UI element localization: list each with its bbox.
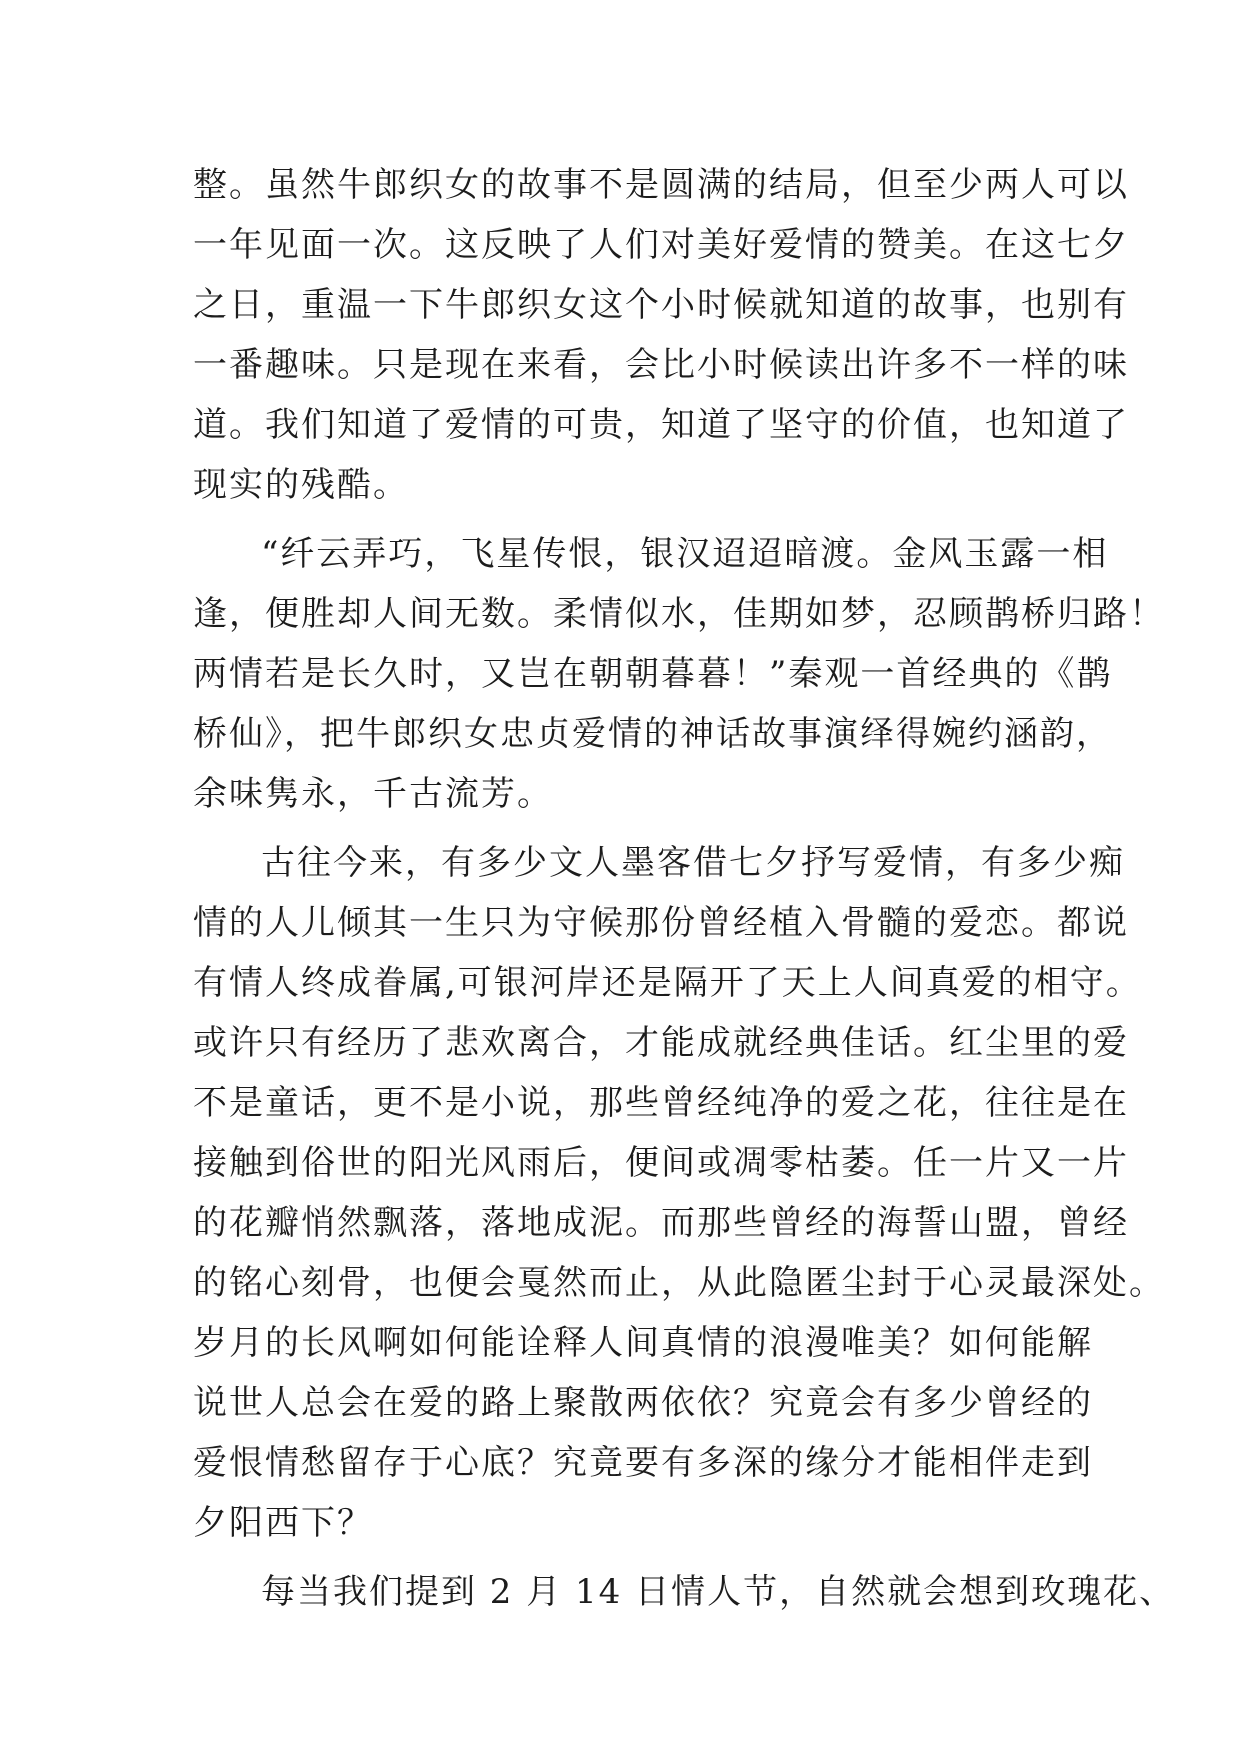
text-line: 之日，重温一下牛郎织女这个小时候就知道的故事，也别有: [193, 285, 1129, 325]
text-line: 的花瓣悄然飘落，落地成泥。而那些曾经的海誓山盟，曾经: [193, 1203, 1129, 1243]
text-line: 爱恨情愁留存于心底？究竟要有多深的缘分才能相伴走到: [193, 1443, 1093, 1483]
text-line: 接触到俗世的阳光风雨后，便间或凋零枯萎。任一片又一片: [193, 1143, 1129, 1183]
text-line: 桥仙》，把牛郎织女忠贞爱情的神话故事演绎得婉约涵韵，: [193, 714, 1112, 754]
text-line: 岁月的长风啊如何能诠释人间真情的浪漫唯美？如何能解: [193, 1323, 1093, 1363]
text-line: 现实的残酷。: [193, 465, 409, 505]
text-line: 情的人儿倾其一生只为守候那份曾经植入骨髓的爱恋。都说: [193, 903, 1129, 943]
text-line: 有情人终成眷属,可银河岸还是隔开了天上人间真爱的相守。: [193, 963, 1142, 1003]
paragraph-start-line: “纤云弄巧，飞星传恨，银汉迢迢暗渡。金风玉露一相: [261, 534, 1109, 574]
text-line: 夕阳西下？: [193, 1503, 373, 1543]
text-line: 余味隽永，千古流芳。: [193, 774, 553, 814]
text-line: 不是童话，更不是小说，那些曾经纯净的爱之花，往往是在: [193, 1083, 1129, 1123]
text-line: 两情若是长久时，又岂在朝朝暮暮！”秦观一首经典的《鹊: [193, 654, 1113, 694]
text-line: 一年见面一次。这反映了人们对美好爱情的赞美。在这七夕: [193, 225, 1129, 265]
text-line: 一番趣味。只是现在来看，会比小时候读出许多不一样的味: [193, 345, 1129, 385]
text-line: 的铭心刻骨，也便会戛然而止，从此隐匿尘封于心灵最深处。: [193, 1263, 1165, 1303]
paragraph-start-line: 每当我们提到 2 月 14 日情人节，自然就会想到玫瑰花、: [261, 1572, 1176, 1612]
body-text: [193, 155, 1176, 1622]
text-line: 逢，便胜却人间无数。柔情似水，佳期如梦，忍顾鹊桥归路！: [193, 594, 1165, 634]
text-line: 或许只有经历了悲欢离合，才能成就经典佳话。红尘里的爱: [193, 1023, 1129, 1063]
text-line: 整。虽然牛郎织女的故事不是圆满的结局，但至少两人可以: [193, 165, 1129, 205]
text-line: 道。我们知道了爱情的可贵，知道了坚守的价值，也知道了: [193, 405, 1129, 445]
paragraph-start-line: 古往今来，有多少文人墨客借七夕抒写爱情，有多少痴: [261, 843, 1125, 883]
text-line: 说世人总会在爱的路上聚散两依依？究竟会有多少曾经的: [193, 1383, 1093, 1423]
